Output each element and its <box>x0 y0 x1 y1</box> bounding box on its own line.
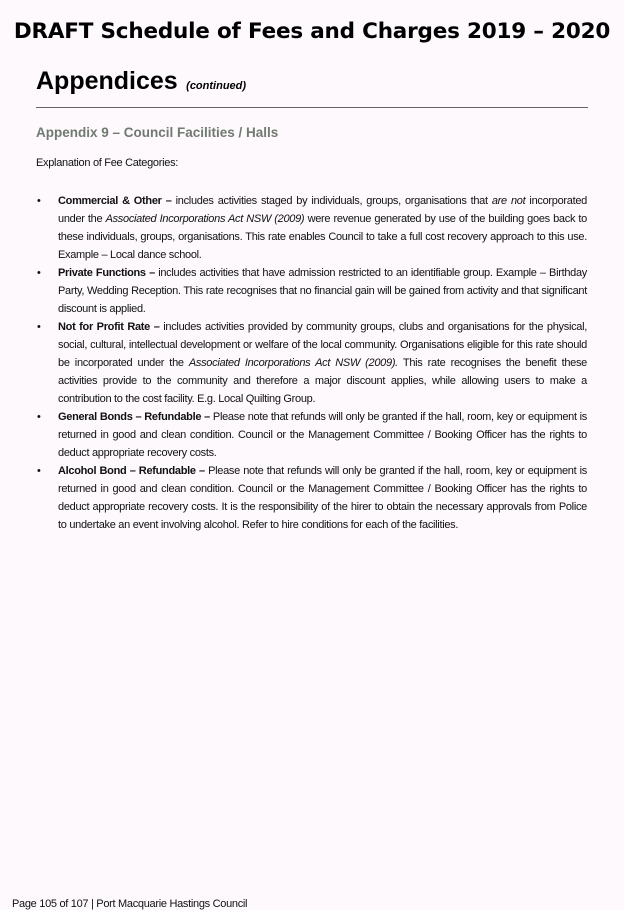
list-item-general-bonds <box>36 408 587 462</box>
bullet-emphasis: are not <box>491 195 526 207</box>
bullet-term: Alcohol Bond – Refundable – <box>58 465 205 477</box>
bullet-icon: • <box>37 195 41 207</box>
appendix-title: Appendix 9 – Council Facilities / Halls <box>36 125 279 140</box>
bullet-text: Please note that refunds will only be granted if the hall, room, key or equipment is returned in good and clean condition. Council or the Management Committee / Booking Officer has the rights to deduct appropriate recovery costs. It is the responsibility of the hirer to obtain the necessary approvals from Police to undertake an event involving alcohol. Refer to hire conditions for each of the facilities. <box>58 465 587 531</box>
intro-text: Explanation of Fee Categories: <box>36 157 179 169</box>
bullet-icon: • <box>37 465 41 477</box>
list-item-commercial <box>36 192 587 264</box>
bullet-text: incorporated under the <box>58 195 587 225</box>
section-heading-continued: (continued) <box>186 80 247 92</box>
heading-divider <box>36 107 588 108</box>
bullet-term: Not for Profit Rate – <box>58 321 160 333</box>
bullet-icon: • <box>37 411 41 423</box>
page-footer: Page 105 of 107 | Port Macquarie Hastings Council <box>12 898 248 910</box>
section-heading <box>36 67 246 96</box>
bullet-term: Commercial & Other – <box>58 195 172 207</box>
list-item-private-functions <box>36 264 587 318</box>
bullet-icon: • <box>37 267 41 279</box>
list-item-not-for-profit <box>36 318 587 408</box>
bullet-icon: • <box>37 321 41 333</box>
bullet-text: were revenue generated by use of the building goes back to these individuals, groups, organisations. This rate enables Council to take a full cost recovery approach to this use. Example – Local dance school. <box>58 213 587 261</box>
bullet-text: includes activities provided by community groups, clubs and organisations for the physical, social, cultural, intellectual development or welfare of the local community. Organisations eligible for this rate should be incorporated under the <box>58 321 588 369</box>
act-reference: Associated Incorporations Act NSW (2009) <box>105 213 305 225</box>
bullet-term: General Bonds – Refundable – <box>58 411 210 423</box>
bullet-text: This rate recognises the benefit these activities provide to the community and therefore a major discount applies, while allowing users to make a contribution to the cost facility. E.g. Local Quilting Group. <box>58 357 587 405</box>
bullet-term: Private Functions – <box>58 267 155 279</box>
act-reference: Associated Incorporations Act NSW (2009). <box>188 357 398 369</box>
bullet-text: includes activities that have admission restricted to an identifiable group. Example – Birthday Party, Wedding Reception. This rate recognises that no financial gain will be gained from activity and that significant discount is applied. <box>58 267 587 315</box>
document-title: DRAFT Schedule of Fees and Charges 2019 – 2020 <box>13 19 611 44</box>
bullet-text: includes activities staged by individuals, groups, organisations that <box>171 195 492 207</box>
list-item-alcohol-bond <box>36 462 587 534</box>
bullet-text: Please note that refunds will only be granted if the hall, room, key or equipment is returned in good and clean condition. Council or the Management Committee / Booking Officer has the rights to deduct appropriate recovery costs. <box>58 411 588 459</box>
section-heading-text: Appendices <box>36 67 178 95</box>
fee-category-list <box>36 192 587 534</box>
